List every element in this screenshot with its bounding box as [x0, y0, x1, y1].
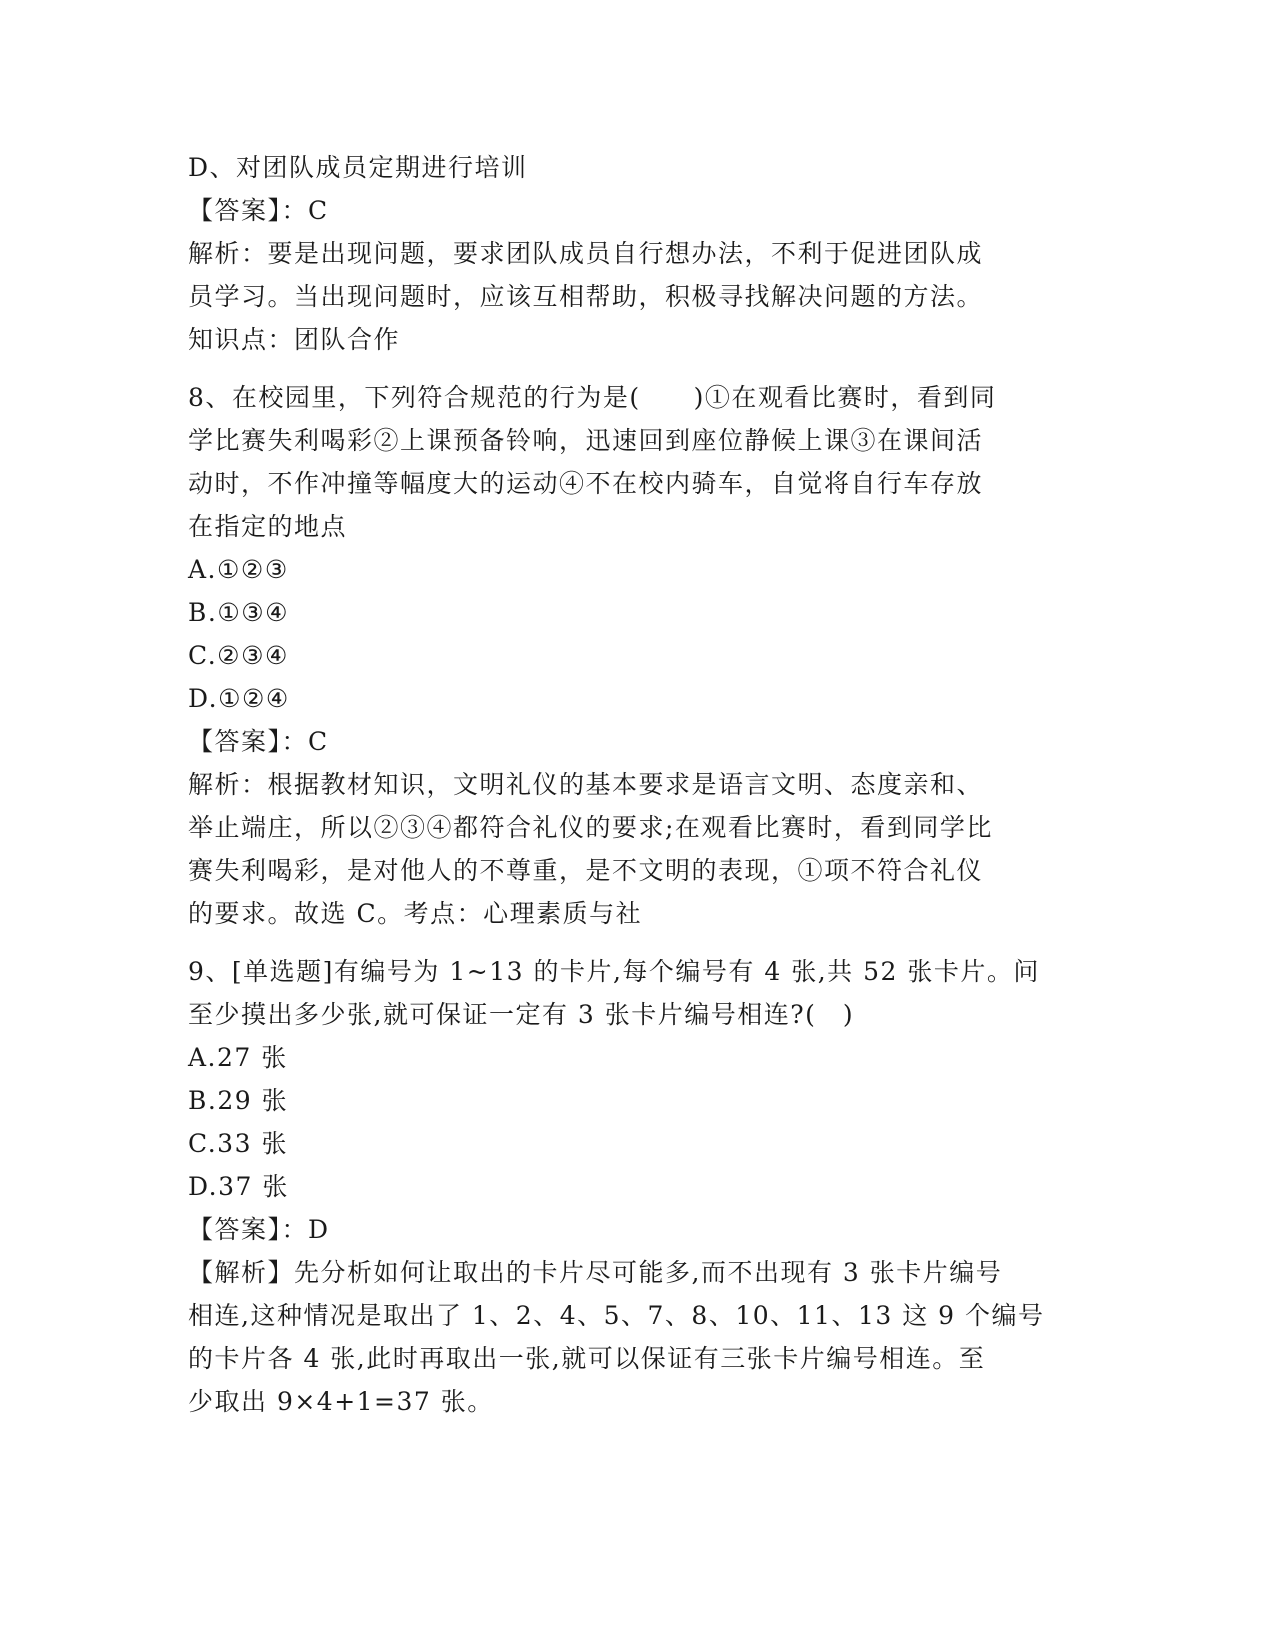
question-stem-line: 至少摸出多少张,就可保证一定有 3 张卡片编号相连?( ): [188, 1000, 855, 1029]
document-page: [188, 146, 1088, 1423]
question-8: [188, 376, 1088, 935]
analysis-line: 【解析】先分析如何让取出的卡片尽可能多,而不出现有 3 张卡片编号: [188, 1258, 1003, 1287]
analysis-line: 相连,这种情况是取出了 1、2、4、5、7、8、10、11、13 这 9 个编号: [188, 1301, 1045, 1330]
analysis-line: 解析：根据教材知识，文明礼仪的基本要求是语言文明、态度亲和、: [188, 770, 984, 799]
question-stem-line: 在指定的地点: [188, 512, 348, 541]
question-stem-line: 动时，不作冲撞等幅度大的运动④不在校内骑车，自觉将自行车存放: [188, 469, 984, 498]
option-b: B.①③④: [188, 598, 290, 627]
analysis-line: 知识点：团队合作: [188, 325, 401, 354]
answer: 【答案】：D: [188, 1215, 330, 1244]
answer: 【答案】：C: [188, 196, 329, 225]
question-7-tail: [188, 146, 1088, 361]
question-9: [188, 950, 1088, 1423]
analysis-line: 少取出 9×4+1=37 张。: [188, 1387, 494, 1416]
analysis-line: 举止端庄，所以②③④都符合礼仪的要求;在观看比赛时，看到同学比: [188, 813, 993, 842]
option-d: D.①②④: [188, 684, 290, 713]
option-b: B.29 张: [188, 1086, 289, 1115]
option-c: C.②③④: [188, 641, 289, 670]
analysis-line: 的要求。故选 C。考点：心理素质与社: [188, 899, 643, 928]
question-stem-line: 8、在校园里，下列符合规范的行为是( )①在观看比赛时，看到同: [188, 383, 997, 412]
option-d: D、对团队成员定期进行培训: [188, 153, 528, 182]
analysis-line: 解析：要是出现问题，要求团队成员自行想办法，不利于促进团队成: [188, 239, 984, 268]
analysis-line: 员学习。当出现问题时，应该互相帮助，积极寻找解决问题的方法。: [188, 282, 984, 311]
option-a: A.27 张: [188, 1043, 288, 1072]
question-stem-line: 学比赛失利喝彩②上课预备铃响，迅速回到座位静候上课③在课间活: [188, 426, 984, 455]
option-c: C.33 张: [188, 1129, 288, 1158]
analysis-line: 赛失利喝彩，是对他人的不尊重，是不文明的表现，①项不符合礼仪: [188, 856, 984, 885]
question-stem-line: 9、[单选题]有编号为 1~13 的卡片,每个编号有 4 张,共 52 张卡片。问: [188, 957, 1040, 986]
option-a: A.①②③: [188, 555, 289, 584]
option-d: D.37 张: [188, 1172, 289, 1201]
analysis-line: 的卡片各 4 张,此时再取出一张,就可以保证有三张卡片编号相连。至: [188, 1344, 986, 1373]
answer: 【答案】：C: [188, 727, 329, 756]
